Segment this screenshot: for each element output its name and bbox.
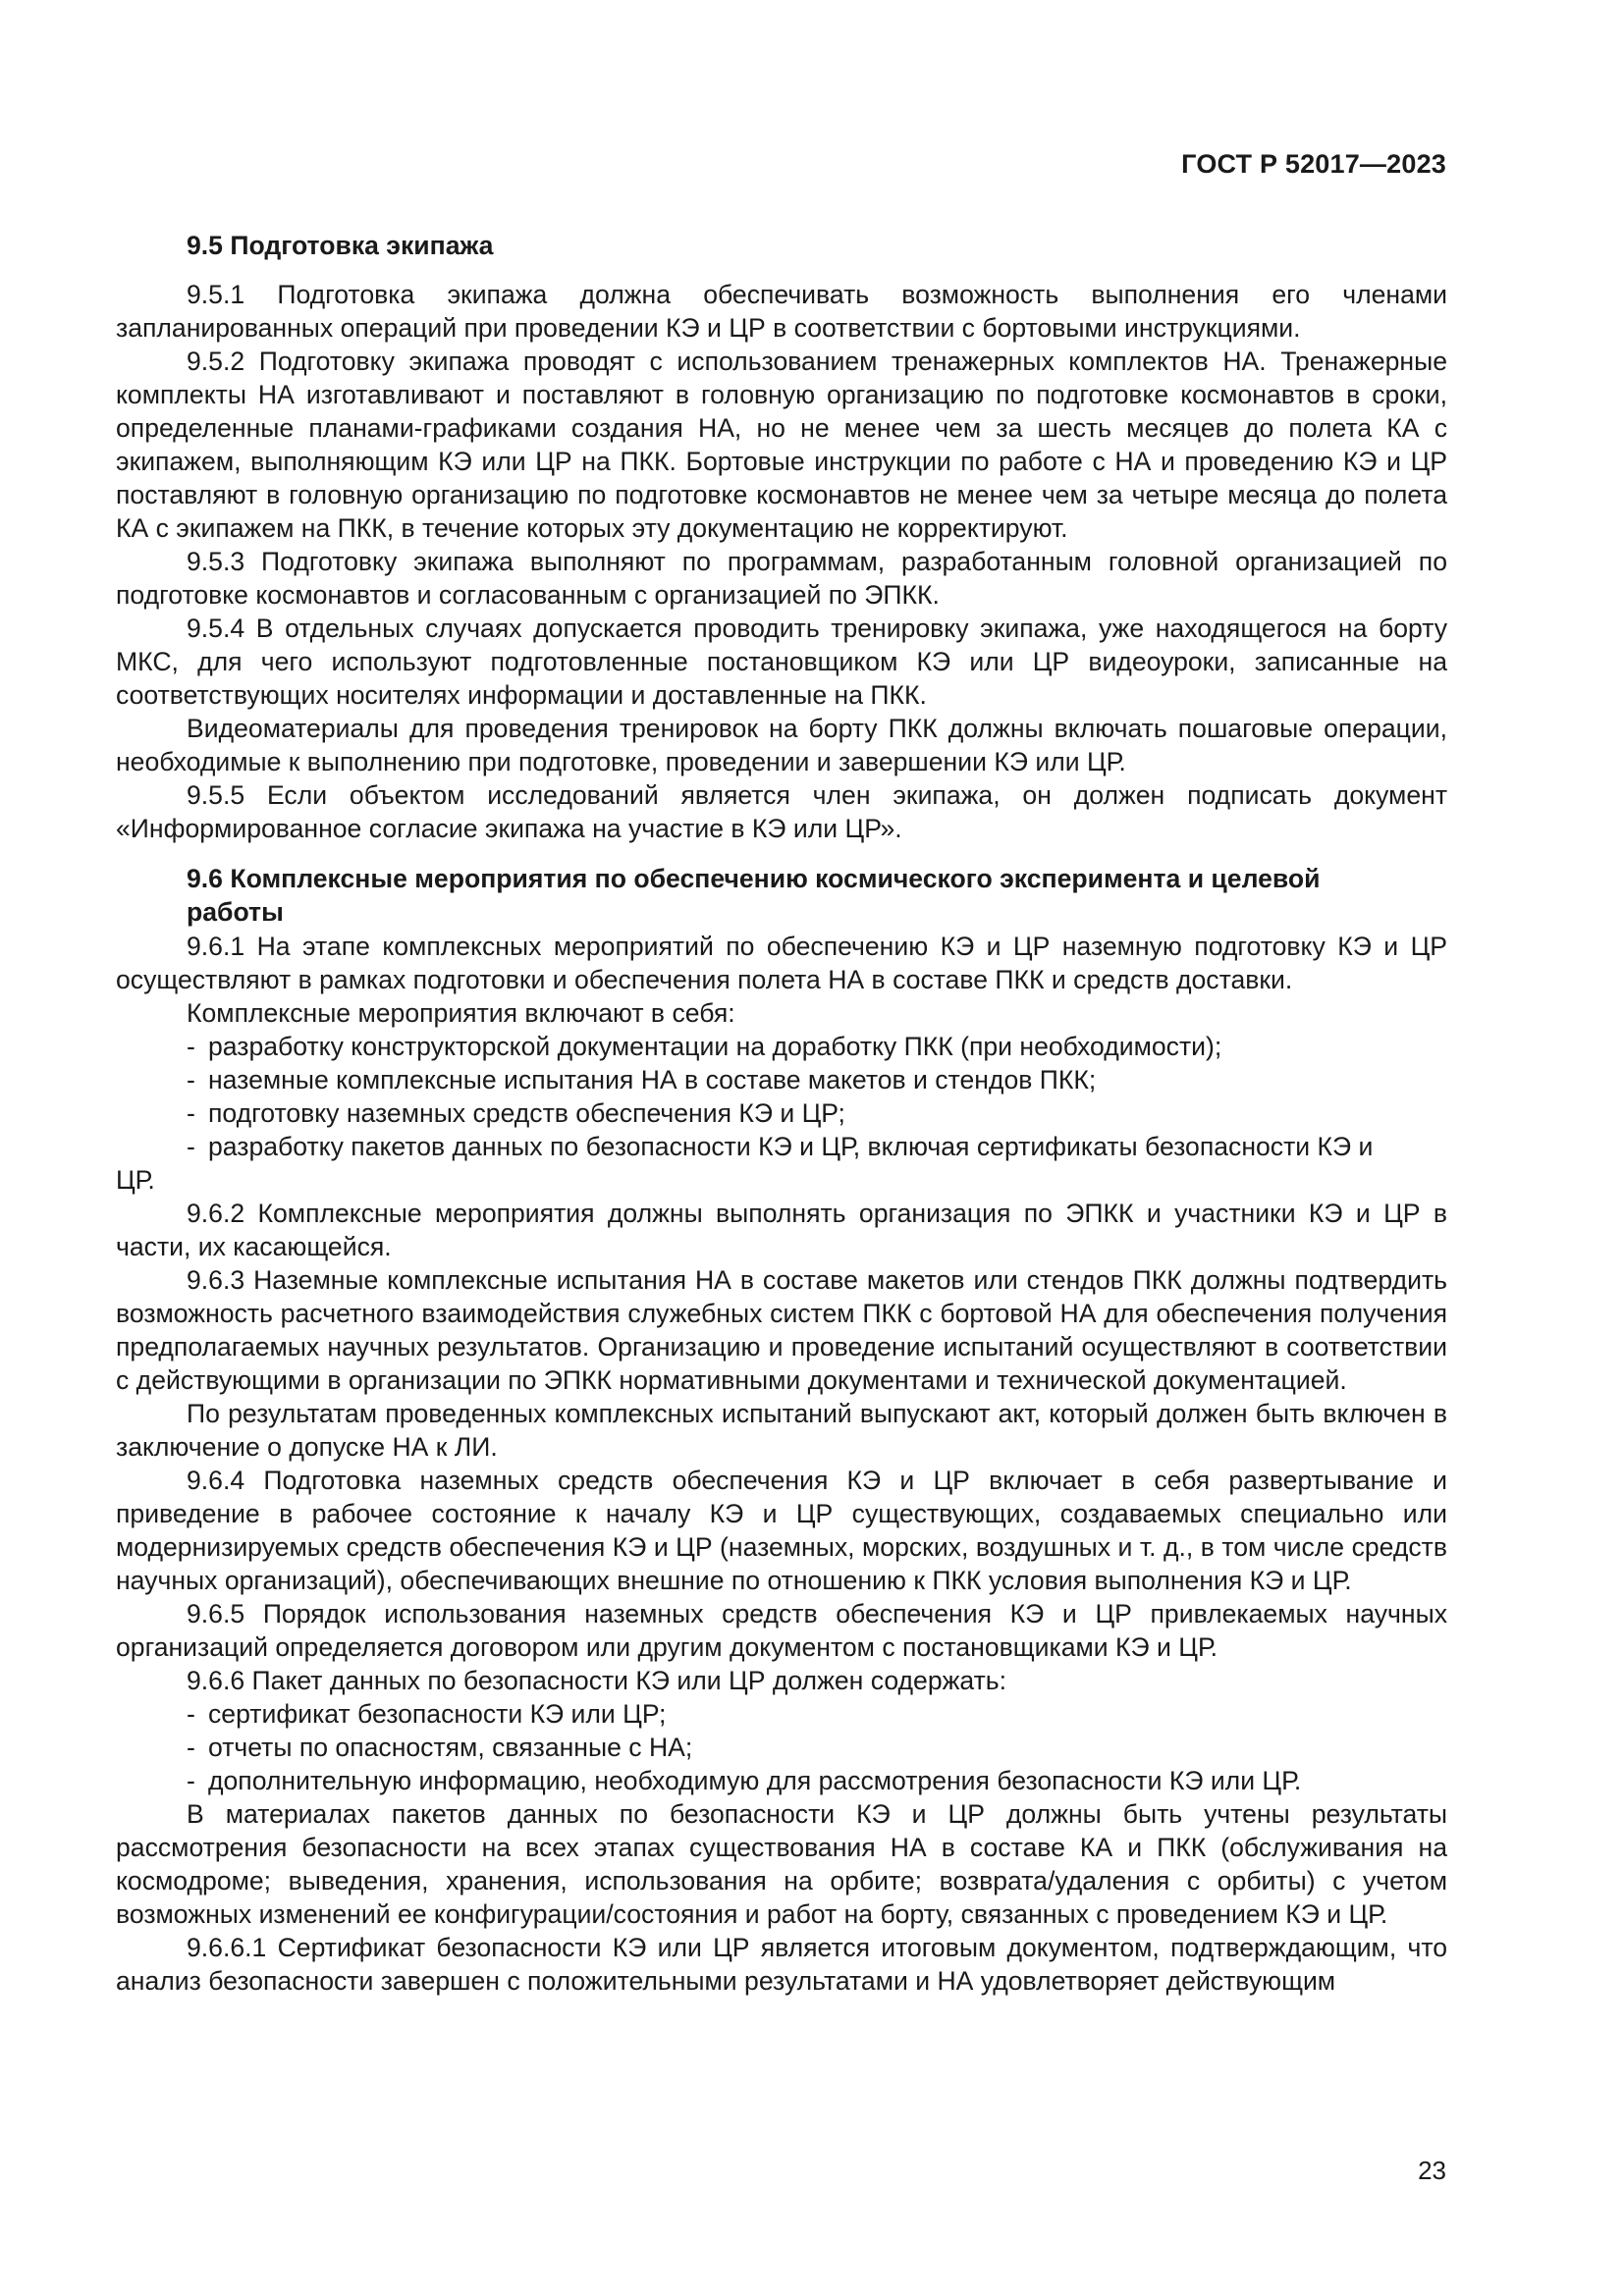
paragraph-9-6-1: 9.6.1 На этапе комплексных мероприятий по обеспечению КЭ и ЦР наземную подготовку КЭ и ЦР осуществляют в рамках подготовки и обеспечения полета НА в составе ПКК и средств доставки. (116, 932, 1447, 994)
paragraph-9-6-3: 9.6.3 Наземные комплексные испытания НА в составе макетов или стендов ПКК должны подтвердить возможность расчетного взаимодействия служебных систем ПКК с бортовой НА для обеспечения получения предполагаемых научных результатов. Организацию и проведение испытаний осуществляют в соответствии с действующими в организации по ЭПКК нормативными документами и технической документацией. (116, 1265, 1447, 1395)
paragraph-9-5-2: 9.5.2 Подготовку экипажа проводят с использованием тренажерных комплектов НА. Тренажерные комплекты НА изготавливают и поставляют в головную организацию по подготовке космонавтов в сроки, определенные планами-графиками создания НА, но не менее чем за шесть месяцев до полета КА с экипажем, выполняющим КЭ или ЦР на ПКК. Бортовые инструкции по работе с НА и проведению КЭ и ЦР поставляют в головную организацию по подготовке космонавтов не менее чем за четыре месяца до полета КА с экипажем на ПКК, в течение которых эту документацию не корректируют. (116, 347, 1447, 543)
list-item: - дополнительную информацию, необходимую для рассмотрения безопасности КЭ или ЦР. (187, 1766, 1302, 1795)
paragraph-9-6-6: 9.6.6 Пакет данных по безопасности КЭ или ЦР должен содержать: (187, 1666, 1007, 1695)
section-heading-9-6: 9.6 Комплексные мероприятия по обеспечению космического эксперимента и целевой работы (187, 864, 1321, 927)
paragraph-9-6-3-act: По результатам проведенных комплексных испытаний выпускают акт, который должен быть включен в заключение о допуске НА к ЛИ. (116, 1399, 1447, 1462)
list-item: - разработку конструкторской документации на доработку ПКК (при необходимости); (187, 1032, 1222, 1061)
document-code: ГОСТ Р 52017—2023 (1181, 149, 1446, 179)
list-item: - наземные комплексные испытания НА в составе макетов и стендов ПКК; (187, 1065, 1097, 1095)
paragraph-9-6-5: 9.6.5 Порядок использования наземных средств обеспечения КЭ и ЦР привлекаемых научных организаций определяется договором или другим документом с постановщиками КЭ и ЦР. (116, 1599, 1447, 1662)
paragraph-9-5-5: 9.5.5 Если объектом исследований является член экипажа, он должен подписать документ «Информированное согласие экипажа на участие в КЭ или ЦР». (116, 780, 1447, 843)
document-body (116, 229, 1447, 1998)
paragraph-9-6-4: 9.6.4 Подготовка наземных средств обеспечения КЭ и ЦР включает в себя развертывание и приведение в рабочее состояние к началу КЭ и ЦР существующих, создаваемых специально или модернизируемых средств обеспечения КЭ и ЦР (наземных, морских, воздушных и т. д., в том числе средств научных организаций), обеспечивающих внешние по отношению к ПКК условия выполнения КЭ и ЦР. (116, 1466, 1447, 1595)
paragraph-9-6-6-1: 9.6.6.1 Сертификат безопасности КЭ или ЦР является итоговым документом, подтверждающим, что анализ безопасности завершен с положительными результатами и НА удовлетворяет действующим (116, 1933, 1447, 1996)
list-item: - подготовку наземных средств обеспечения КЭ и ЦР; (187, 1098, 845, 1128)
list-item: - сертификат безопасности КЭ или ЦР; (187, 1699, 667, 1729)
list-intro: Комплексные мероприятия включают в себя: (187, 998, 735, 1028)
paragraph-9-5-3: 9.5.3 Подготовку экипажа выполняют по программам, разработанным головной организацией по подготовке космонавтов и согласованным с организацией по ЭПКК. (116, 547, 1447, 610)
list-item: - разработку пакетов данных по безопасности КЭ и ЦР, включая сертификаты безопасности КЭ и ЦР. (116, 1132, 1374, 1195)
paragraph-9-5-4-video: Видеоматериалы для проведения тренировок на борту ПКК должны включать пошаговые операции, необходимые к выполнению при подготовке, проведении и завершении КЭ или ЦР. (116, 714, 1447, 776)
page-number: 23 (1418, 2156, 1446, 2185)
section-heading-9-5: 9.5 Подготовка экипажа (187, 231, 494, 260)
paragraph-9-5-1: 9.5.1 Подготовка экипажа должна обеспечивать возможность выполнения его членами запланированных операций при проведении КЭ и ЦР в соответствии с бортовыми инструкциями. (116, 280, 1447, 343)
paragraph-9-6-6-materials: В материалах пакетов данных по безопасности КЭ и ЦР должны быть учтены результаты рассмотрения безопасности на всех этапах существования НА в составе КА и ПКК (обслуживания на космодроме; выведения, хранения, использования на орбите; возврата/удаления с орбиты) с учетом возможных изменений ее конфигурации/состояния и работ на борту, связанных с проведением КЭ и ЦР. (116, 1799, 1447, 1929)
paragraph-9-6-2: 9.6.2 Комплексные мероприятия должны выполнять организация по ЭПКК и участники КЭ и ЦР в части, их касающейся. (116, 1199, 1447, 1261)
paragraph-9-5-4: 9.5.4 В отдельных случаях допускается проводить тренировку экипажа, уже находящегося на борту МКС, для чего используют подготовленные постановщиком КЭ или ЦР видеоуроки, записанные на соответствующих носителях информации и доставленные на ПКК. (116, 614, 1447, 710)
list-item: - отчеты по опасностям, связанные с НА; (187, 1733, 693, 1762)
